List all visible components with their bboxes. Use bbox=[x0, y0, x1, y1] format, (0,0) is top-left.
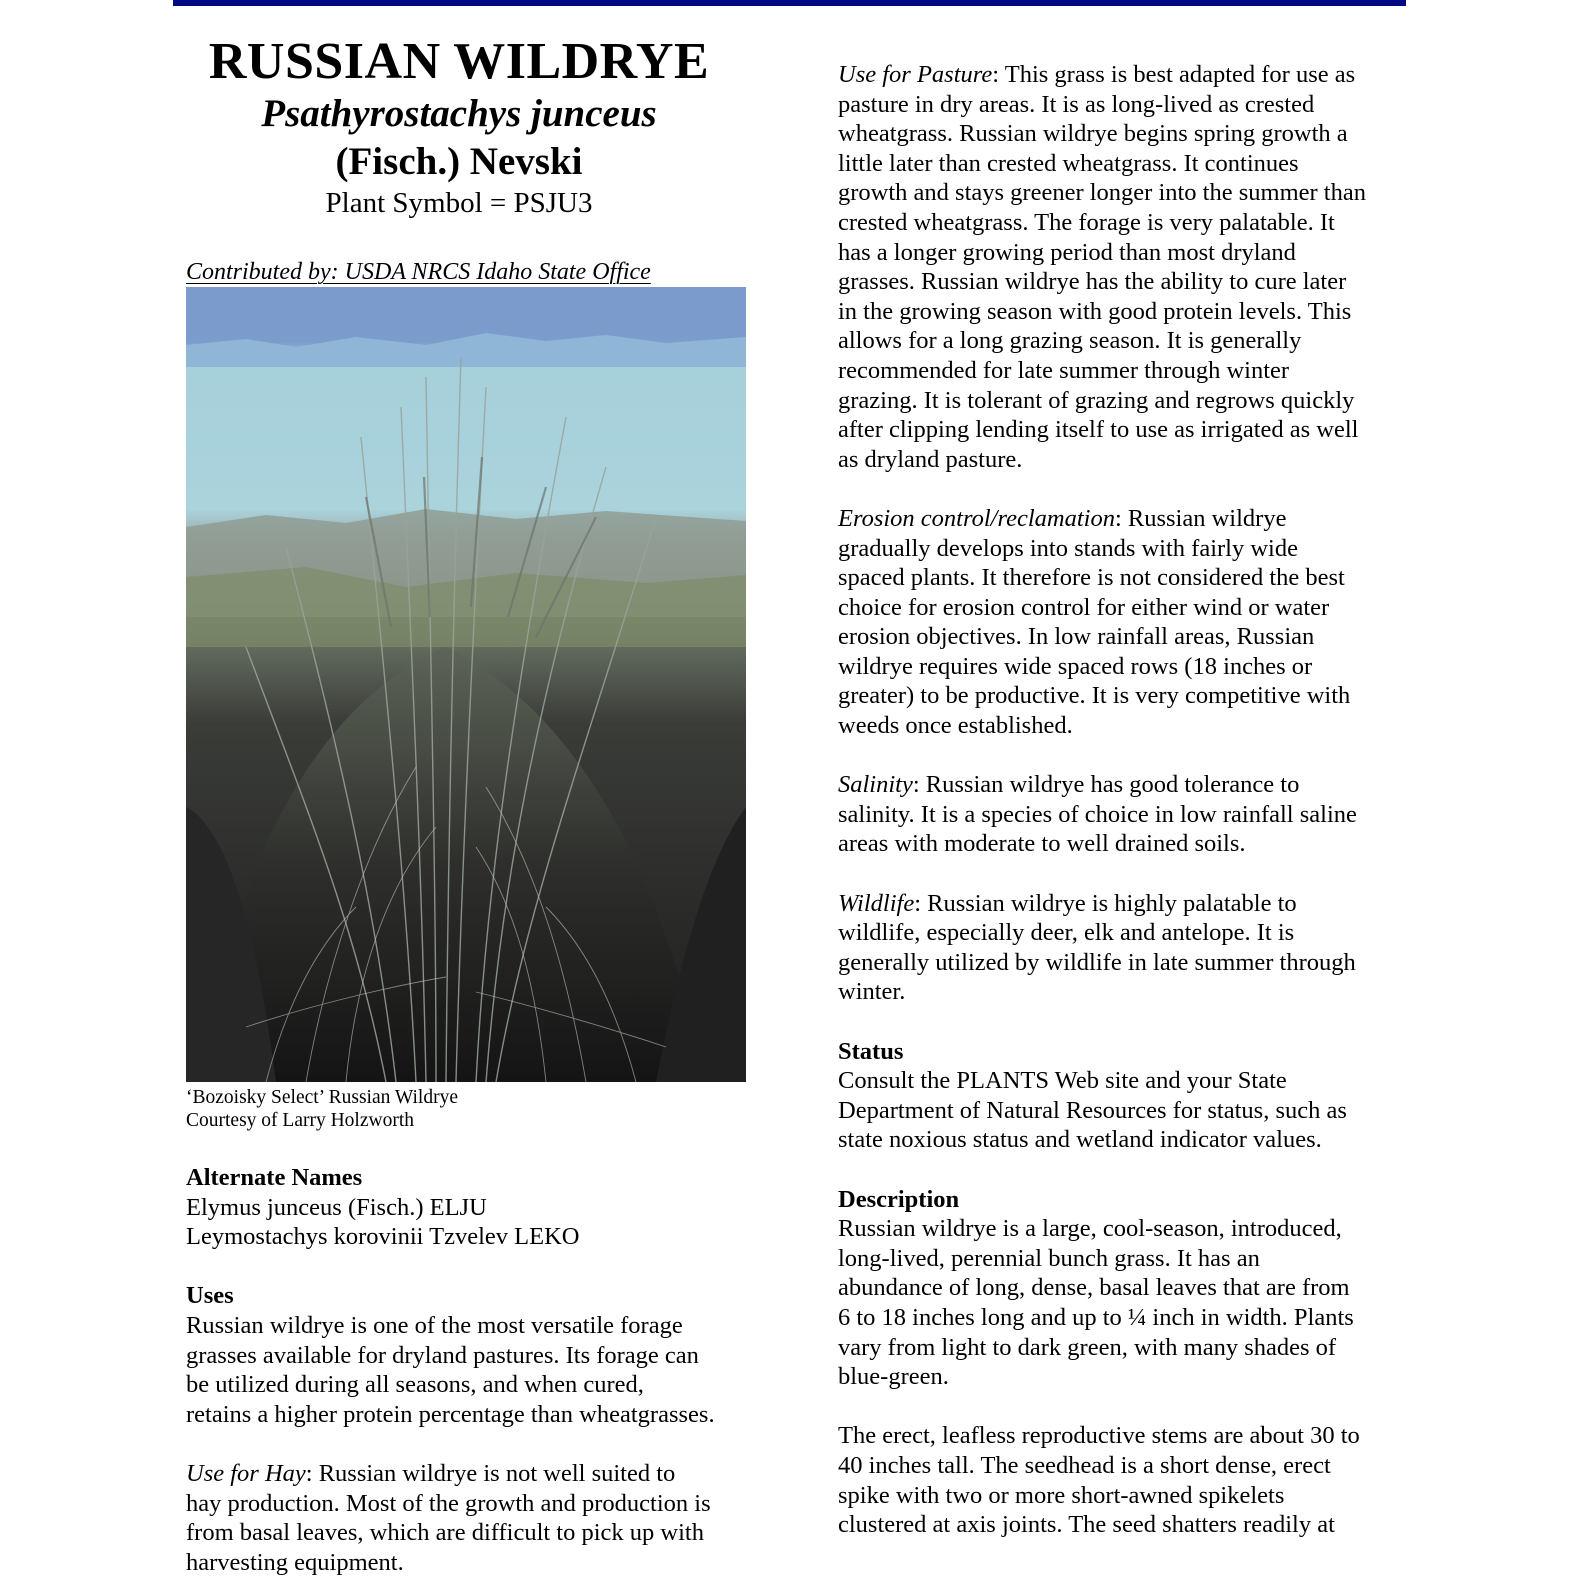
hay-label: Use for Hay bbox=[186, 1459, 306, 1487]
text-line: allows for a long grazing season. It is generally bbox=[838, 327, 1302, 355]
text-line: Elymus junceus (Fisch.) ELJU bbox=[186, 1193, 487, 1221]
uses-heading: Uses bbox=[186, 1282, 234, 1310]
wildlife-section bbox=[838, 889, 1408, 1007]
text-line: greater) to be productive. It is very competitive with bbox=[838, 682, 1351, 710]
text-line: Consult the PLANTS Web site and your State bbox=[838, 1067, 1287, 1095]
text-line: wildrye requires wide spaced rows (18 inches or bbox=[838, 652, 1313, 680]
text-line: from basal leaves, which are difficult to pick up with bbox=[186, 1519, 704, 1547]
text-line: weeds once established. bbox=[838, 712, 1073, 740]
text-line: Erosion control/reclamation: Russian wildrye bbox=[838, 504, 1287, 532]
text-line: recommended for late summer through winter bbox=[838, 356, 1290, 384]
text-line: erosion objectives. In low rainfall areas, Russian bbox=[838, 623, 1315, 651]
text-line: growth and stays greener longer into the summer than bbox=[838, 179, 1366, 207]
text-line: The erect, leafless reproductive stems are about 30 to bbox=[838, 1422, 1360, 1450]
left-column bbox=[186, 30, 756, 1577]
text-line: blue-green. bbox=[838, 1363, 949, 1391]
text-line: abundance of long, dense, basal leaves that are from bbox=[838, 1274, 1350, 1302]
contributed-by bbox=[186, 258, 756, 286]
text-line: salinity. It is a species of choice in low rainfall saline bbox=[838, 800, 1357, 828]
salinity-label: Salinity bbox=[838, 771, 913, 799]
text-line: Use for Hay: Russian wildrye is not well suited to bbox=[186, 1459, 676, 1487]
text-line: has a longer growing period than most dryland bbox=[838, 238, 1296, 266]
text-line: retains a higher protein percentage than wheatgrasses. bbox=[186, 1400, 715, 1428]
right-column bbox=[838, 60, 1408, 1540]
page-title: RUSSIAN WILDRYE bbox=[208, 33, 710, 90]
description-heading: Description bbox=[838, 1185, 960, 1213]
text-line: wheatgrass. Russian wildrye begins spring growth a bbox=[838, 120, 1348, 148]
text-line: grasses. Russian wildrye has the ability to cure later bbox=[838, 268, 1347, 296]
text-line: be utilized during all seasons, and when cured, bbox=[186, 1371, 644, 1399]
text-line: wildlife, especially deer, elk and antelope. It is bbox=[838, 919, 1295, 947]
text-line: vary from light to dark green, with many shades of bbox=[838, 1333, 1337, 1361]
text-line: hay production. Most of the growth and production is bbox=[186, 1489, 711, 1517]
text-line: 6 to 18 inches long and up to ¼ inch in width. Plants bbox=[838, 1303, 1354, 1331]
caption-line: ‘Bozoisky Select’ Russian Wildrye bbox=[186, 1087, 458, 1108]
text-line: after clipping lending itself to use as irrigated as well bbox=[838, 416, 1359, 444]
text-line: in the growing season with good protein levels. This bbox=[838, 297, 1352, 325]
text-line: areas with moderate to well drained soils. bbox=[838, 830, 1246, 858]
text-line: spike with two or more short-awned spikelets bbox=[838, 1481, 1285, 1509]
contributed-by-text: Contributed by: USDA NRCS Idaho State Office bbox=[186, 259, 651, 285]
description-section bbox=[838, 1185, 1408, 1540]
scientific-name: Psathyrostachys junceus bbox=[261, 92, 657, 135]
photo-caption bbox=[186, 1086, 756, 1132]
wildlife-label: Wildlife bbox=[838, 889, 915, 917]
status-heading: Status bbox=[838, 1037, 904, 1065]
alternate-names-heading: Alternate Names bbox=[186, 1164, 363, 1191]
text-line: Department of Natural Resources for status, such as bbox=[838, 1096, 1347, 1124]
text-line: spaced plants. It therefore is not considered the best bbox=[838, 564, 1345, 592]
text-line: harvesting equipment. bbox=[186, 1548, 404, 1576]
text-line: as dryland pasture. bbox=[838, 445, 1023, 473]
text-line: 40 inches tall. The seedhead is a short dense, erect bbox=[838, 1451, 1331, 1479]
text-line: pasture in dry areas. It is as long-lived as crested bbox=[838, 90, 1315, 118]
status-section bbox=[838, 1037, 1408, 1155]
top-rule bbox=[173, 0, 1406, 6]
wildrye-photo bbox=[186, 287, 746, 1082]
pasture-label: Use for Pasture bbox=[838, 61, 993, 88]
title-block bbox=[186, 34, 732, 220]
text-line: Russian wildrye is a large, cool-season, introduced, bbox=[838, 1215, 1342, 1243]
text-line: crested wheatgrass. The forage is very palatable. It bbox=[838, 208, 1335, 236]
plant-symbol: Plant Symbol = PSJU3 bbox=[325, 187, 593, 219]
text-line: little later than crested wheatgrass. It continues bbox=[838, 149, 1299, 177]
text-line: gradually develops into stands with fairly wide bbox=[838, 534, 1298, 562]
text-line: generally utilized by wildlife in late summer through bbox=[838, 948, 1356, 976]
caption-line: Courtesy of Larry Holzworth bbox=[186, 1110, 414, 1131]
authority: (Fisch.) Nevski bbox=[335, 140, 583, 183]
alternate-names-section bbox=[186, 1163, 756, 1577]
salinity-section bbox=[838, 770, 1408, 859]
text-line: winter. bbox=[838, 978, 906, 1006]
text-line: grasses available for dryland pastures. Its forage can bbox=[186, 1341, 699, 1369]
text-line: Salinity: Russian wildrye has good tolerance to bbox=[838, 771, 1300, 799]
text-line: Leymostachys korovinii Tzvelev LEKO bbox=[186, 1223, 580, 1251]
pasture-section bbox=[838, 60, 1408, 474]
erosion-section bbox=[838, 504, 1408, 741]
text-line: Use for Pasture: This grass is best adapted for use as bbox=[838, 61, 1356, 88]
text-line: long-lived, perennial bunch grass. It has an bbox=[838, 1244, 1260, 1272]
text-line: Wildlife: Russian wildrye is highly palatable to bbox=[838, 889, 1297, 917]
text-line: clustered at axis joints. The seed shatters readily at bbox=[838, 1511, 1335, 1539]
text-line: Russian wildrye is one of the most versatile forage bbox=[186, 1311, 683, 1339]
text-line: grazing. It is tolerant of grazing and regrows quickly bbox=[838, 386, 1355, 414]
text-line: choice for erosion control for either wind or water bbox=[838, 593, 1330, 621]
erosion-label: Erosion control/reclamation bbox=[838, 504, 1115, 532]
text-line: state noxious status and wetland indicator values. bbox=[838, 1126, 1322, 1154]
